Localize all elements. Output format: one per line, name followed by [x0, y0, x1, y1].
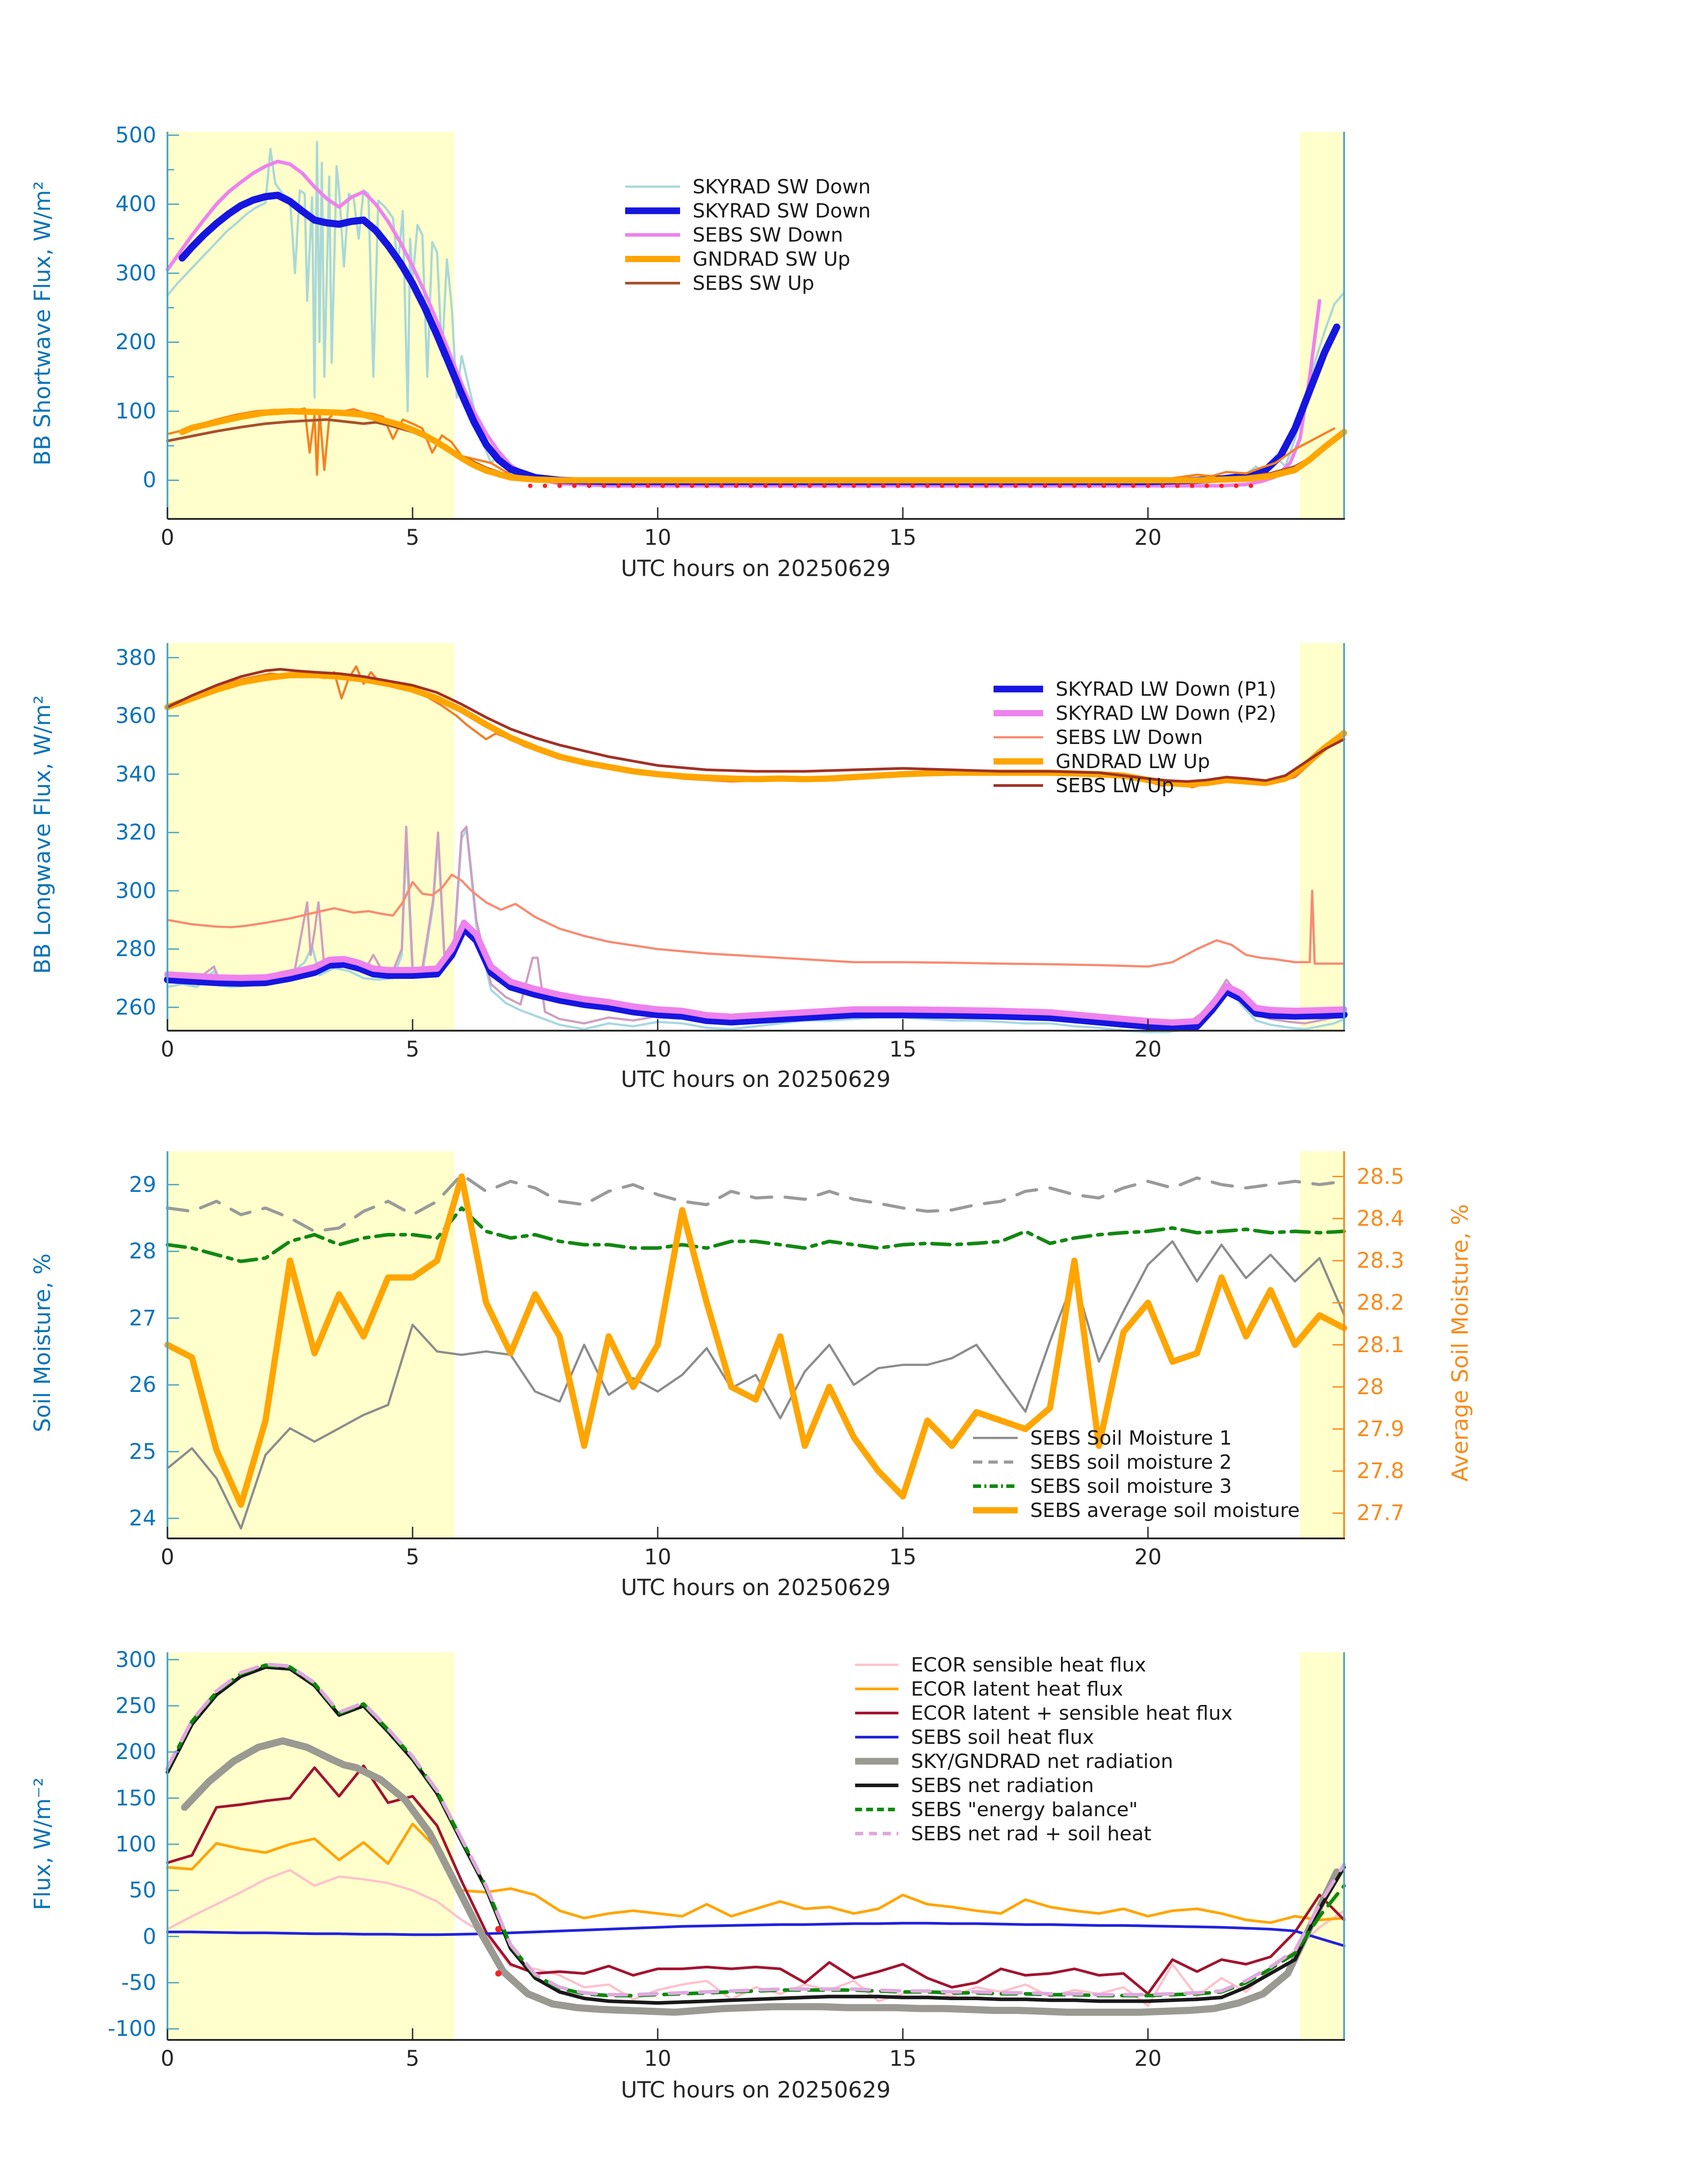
soil-moisture-legend-swatch-sebs_soil_moisture_1 — [972, 1433, 1019, 1443]
bb-longwave-legend-row-gndrad_lw_up — [993, 749, 1210, 773]
flux-legend-label-sebs_soil_heat_flux: SEBS soil heat flux — [911, 1726, 1094, 1749]
bb-shortwave-ytick-label: 0 — [142, 468, 156, 493]
soil-moisture-daylight-band-1 — [1300, 1151, 1344, 1538]
bb-shortwave-legend-label-skyrad_sw_down_hires: SKYRAD SW Down — [693, 175, 871, 198]
bb-longwave-legend-swatch-skyrad_lw_down_p1 — [993, 684, 1044, 694]
bb-shortwave-qc-marker — [1102, 484, 1106, 488]
soil-moisture-series-sebs_average_soil_moisture — [167, 1177, 1344, 1505]
bb-shortwave-ytick-label: 300 — [115, 260, 156, 286]
bb-shortwave-qc-marker — [837, 484, 841, 488]
soil-moisture-legend-row-sebs_soil_moisture_3 — [972, 1474, 1232, 1498]
bb-shortwave-qc-marker — [749, 484, 753, 488]
bb-longwave-legend-swatch-skyrad_lw_down_p2 — [993, 708, 1044, 719]
bb-shortwave-legend-label-sebs_sw_down: SEBS SW Down — [693, 223, 844, 247]
bb-longwave-legend-label-gndrad_lw_up: GNDRAD LW Up — [1056, 750, 1210, 773]
flux-series-sebs_net_radiation — [167, 1667, 1344, 2003]
flux-legend-row-sebs_net_radiation — [854, 1773, 1094, 1797]
soil-moisture-xtick-label: 15 — [889, 1545, 917, 1570]
bb-shortwave-legend-swatch-skyrad_sw_down_hires — [624, 181, 681, 192]
bb-shortwave-qc-marker — [675, 484, 680, 488]
flux-ytick-label: 300 — [115, 1647, 156, 1672]
soil-moisture-series-sebs_soil_moisture_1 — [167, 1241, 1344, 1529]
bb-shortwave-qc-marker — [763, 484, 768, 488]
flux-legend-label-sky_gndrad_net_radiation: SKY/GNDRAD net radiation — [911, 1750, 1173, 1773]
soil-moisture-legend-label-sebs_soil_moisture_2: SEBS soil moisture 2 — [1030, 1450, 1232, 1474]
bb-longwave-xtick-label: 15 — [889, 1037, 917, 1062]
bb-shortwave-legend-swatch-gndrad_sw_up — [624, 254, 681, 264]
bb-shortwave-qc-marker — [925, 484, 930, 488]
flux-ytick-label: -100 — [108, 2016, 156, 2042]
flux-ytick-label: 50 — [129, 1878, 156, 1903]
bb-longwave-legend-swatch-sebs_lw_up — [993, 780, 1044, 791]
bb-shortwave-series-skyrad_sw_down_hires — [167, 142, 1344, 480]
bb-shortwave-ylabel: BB Shortwave Flux, W/m² — [29, 180, 55, 466]
bb-shortwave-series-gndrad_sw_up_hires — [167, 409, 1334, 481]
flux-series-sky_gndrad_net_radiation — [184, 1741, 1336, 2012]
bb-shortwave-xtick-label: 0 — [160, 525, 175, 550]
bb-longwave-series-gndrad_lw_up_hires — [167, 666, 1344, 787]
bb-shortwave-qc-marker — [778, 484, 782, 488]
bb-shortwave-qc-marker — [616, 484, 621, 488]
bb-shortwave-qc-marker — [998, 484, 1003, 488]
soil-moisture-series-sebs_soil_moisture_3 — [167, 1208, 1344, 1262]
flux-series-ecor_latent_plus_sensible — [167, 1766, 1344, 1994]
soil-moisture-ylabel: Soil Moisture, % — [29, 1253, 55, 1432]
bb-longwave-legend-row-skyrad_lw_down_p2 — [993, 701, 1276, 725]
bb-longwave-series-gndrad_lw_up — [167, 675, 1344, 785]
bb-shortwave-qc-marker — [852, 484, 856, 488]
soil-moisture-ytick-label: 25 — [129, 1439, 156, 1464]
bb-shortwave-legend-swatch-sebs_sw_up — [624, 278, 681, 288]
flux-ytick-label: 200 — [115, 1739, 156, 1765]
bb-shortwave-qc-marker — [807, 484, 812, 488]
bb-longwave-daylight-band-1 — [1300, 643, 1344, 1031]
flux-ytick-label: -50 — [121, 1970, 156, 1995]
bb-shortwave-qc-marker — [1234, 484, 1238, 488]
flux-legend-label-ecor_latent_plus_sensible: ECOR latent + sensible heat flux — [911, 1701, 1233, 1725]
flux-legend-label-sebs_energy_balance: SEBS "energy balance" — [911, 1798, 1138, 1821]
soil-moisture-legend-label-sebs_soil_moisture_3: SEBS soil moisture 3 — [1030, 1475, 1232, 1498]
bb-shortwave-xtick-label: 20 — [1134, 525, 1162, 550]
bb-longwave-series-skyrad_lw_down_p1_hires — [167, 830, 1344, 1032]
flux-xtick-label: 0 — [160, 2046, 175, 2071]
flux-series-sebs_soil_heat_flux — [167, 1923, 1344, 1946]
bb-shortwave-qc-marker — [1087, 484, 1091, 488]
bb-shortwave-qc-marker — [984, 484, 989, 488]
bb-shortwave-xtick-label: 5 — [405, 525, 420, 550]
bb-longwave-legend-row-sebs_lw_down — [993, 725, 1203, 749]
bb-longwave-legend-label-sebs_lw_down: SEBS LW Down — [1056, 726, 1203, 749]
bb-shortwave-qc-marker — [793, 484, 797, 488]
bb-shortwave-qc-marker — [690, 484, 694, 488]
bb-shortwave-ytick-label: 500 — [115, 122, 156, 148]
bb-shortwave-legend-label-gndrad_sw_up: GNDRAD SW Up — [693, 247, 851, 271]
bb-shortwave-series-sebs_sw_up — [167, 420, 1324, 481]
flux-legend-swatch-ecor_sensible_heat_flux — [854, 1659, 899, 1670]
flux-legend-swatch-sebs_energy_balance — [854, 1804, 899, 1815]
flux-series-ecor_sensible_heat_flux — [167, 1870, 1344, 2006]
bb-longwave-legend-label-skyrad_lw_down_p2: SKYRAD LW Down (P2) — [1056, 702, 1277, 725]
flux-xtick-label: 15 — [889, 2046, 917, 2071]
soil-moisture-ytick-right-label: 27.8 — [1357, 1458, 1404, 1484]
bb-longwave-ytick-label: 340 — [115, 761, 156, 787]
bb-shortwave-legend-row-sebs_sw_up — [624, 271, 814, 295]
bb-longwave-series-sebs_lw_up — [167, 669, 1344, 781]
soil-moisture-ytick-right-label: 27.7 — [1357, 1500, 1404, 1526]
soil-moisture-xtick-label: 10 — [644, 1545, 672, 1570]
bb-shortwave-qc-marker — [1013, 484, 1018, 488]
flux-series-ecor_latent_heat_flux — [167, 1824, 1344, 1922]
bb-shortwave-qc-marker — [1028, 484, 1032, 488]
flux-legend-swatch-sebs_net_rad_plus_soil_heat — [854, 1828, 899, 1839]
bb-longwave-xtick-label: 0 — [160, 1037, 175, 1062]
bb-shortwave-qc-marker — [881, 484, 885, 488]
bb-shortwave-qc-marker — [660, 484, 665, 488]
bb-shortwave-qc-marker — [705, 484, 709, 488]
bb-longwave-xtick-label: 5 — [405, 1037, 420, 1062]
bb-shortwave-qc-marker — [1190, 484, 1194, 488]
bb-shortwave-qc-marker — [940, 484, 944, 488]
bb-shortwave-qc-marker — [543, 484, 547, 488]
bb-longwave-legend-swatch-sebs_lw_down — [993, 732, 1044, 743]
bb-longwave-xtick-label: 20 — [1134, 1037, 1162, 1062]
bb-longwave-daylight-band-0 — [167, 643, 454, 1031]
flux-series-sebs_energy_balance — [167, 1665, 1344, 1996]
bb-shortwave-ytick-label: 100 — [115, 398, 156, 424]
flux-legend-label-ecor_latent_heat_flux: ECOR latent heat flux — [911, 1677, 1123, 1701]
soil-moisture-xtick-label: 0 — [160, 1545, 175, 1570]
soil-moisture-legend-label-sebs_average_soil_moisture: SEBS average soil moisture — [1030, 1499, 1300, 1522]
flux-legend-row-ecor_latent_heat_flux — [854, 1677, 1123, 1701]
soil-moisture-legend-row-sebs_soil_moisture_1 — [972, 1426, 1232, 1450]
bb-shortwave-legend-row-gndrad_sw_up — [624, 247, 850, 271]
soil-moisture-ytick-right-label: 28.4 — [1357, 1206, 1404, 1231]
flux-ylabel: Flux, W/m⁻² — [29, 1777, 55, 1910]
soil-moisture-legend-row-sebs_soil_moisture_2 — [972, 1450, 1232, 1474]
bb-longwave-ytick-label: 320 — [115, 820, 156, 845]
bb-shortwave-qc-marker — [734, 484, 739, 488]
flux-legend-swatch-ecor_latent_heat_flux — [854, 1684, 899, 1694]
bb-shortwave-qc-marker — [1175, 484, 1180, 488]
flux-ytick-label: 250 — [115, 1693, 156, 1718]
flux-xtick-label: 20 — [1134, 2046, 1162, 2071]
bb-shortwave-qc-marker — [1249, 484, 1253, 488]
bb-shortwave-qc-marker — [1131, 484, 1136, 488]
bb-longwave-legend-label-skyrad_lw_down_p1: SKYRAD LW Down (P1) — [1056, 677, 1277, 701]
bb-shortwave-qc-marker — [1116, 484, 1121, 488]
soil-moisture-ytick-label: 28 — [129, 1239, 156, 1264]
bb-shortwave-qc-marker — [719, 484, 724, 488]
bb-longwave-ytick-label: 280 — [115, 936, 156, 962]
flux-legend-row-sky_gndrad_net_radiation — [854, 1749, 1173, 1773]
bb-shortwave-qc-marker — [910, 484, 915, 488]
flux-marker-0 — [495, 1926, 501, 1932]
bb-shortwave-series-skyrad_sw_down — [182, 195, 1337, 481]
bb-shortwave-qc-marker — [896, 484, 900, 488]
bb-longwave-series-skyrad_lw_down_p2_hires — [167, 827, 1344, 1026]
bb-shortwave-qc-marker — [1161, 484, 1165, 488]
bb-longwave-series-skyrad_lw_down_p2 — [167, 923, 1344, 1023]
bb-shortwave-xtick-label: 10 — [644, 525, 672, 550]
soil-moisture-ytick-label: 24 — [129, 1506, 156, 1531]
bb-shortwave-qc-marker — [587, 484, 591, 488]
soil-moisture-ytick-label: 29 — [129, 1172, 156, 1197]
flux-legend-label-ecor_sensible_heat_flux: ECOR sensible heat flux — [911, 1653, 1146, 1676]
flux-legend-row-ecor_latent_plus_sensible — [854, 1701, 1232, 1725]
flux-legend-swatch-sebs_net_radiation — [854, 1780, 899, 1791]
flux-series-sebs_net_rad_plus_soil_heat — [167, 1664, 1344, 1995]
bb-shortwave-qc-marker — [1057, 484, 1062, 488]
flux-legend-row-sebs_energy_balance — [854, 1797, 1138, 1822]
soil-moisture-ytick-right-label: 28 — [1357, 1374, 1384, 1400]
flux-marker-1 — [495, 1970, 501, 1976]
soil-moisture-series-sebs_soil_moisture_2 — [167, 1174, 1344, 1231]
soil-moisture-xlabel: UTC hours on 20250629 — [621, 1575, 891, 1600]
soil-moisture-legend-swatch-sebs_soil_moisture_2 — [972, 1457, 1019, 1467]
flux-xtick-label: 10 — [644, 2046, 672, 2071]
bb-shortwave-xtick-label: 15 — [889, 525, 917, 550]
flux-ytick-label: 150 — [115, 1785, 156, 1811]
bb-shortwave-qc-marker — [822, 484, 827, 488]
soil-moisture-ytick-right-label: 28.1 — [1357, 1332, 1404, 1358]
bb-shortwave-legend-swatch-skyrad_sw_down — [624, 205, 681, 216]
bb-shortwave-legend-label-sebs_sw_up: SEBS SW Up — [693, 272, 814, 295]
flux-daylight-band-0 — [167, 1652, 454, 2040]
bb-longwave-legend-row-skyrad_lw_down_p1 — [993, 677, 1276, 701]
bb-shortwave-qc-marker — [601, 484, 606, 488]
flux-legend-row-sebs_net_rad_plus_soil_heat — [854, 1822, 1152, 1846]
bb-longwave-ylabel: BB Longwave Flux, W/m² — [29, 695, 55, 974]
soil-moisture-ytick-right-label: 27.9 — [1357, 1416, 1404, 1442]
bb-shortwave-qc-marker — [1043, 484, 1047, 488]
bb-longwave-legend-swatch-gndrad_lw_up — [993, 756, 1044, 767]
bb-longwave-series-sebs_lw_down — [167, 875, 1344, 967]
bb-shortwave-legend-label-skyrad_sw_down: SKYRAD SW Down — [693, 199, 871, 222]
flux-legend-label-sebs_net_radiation: SEBS net radiation — [911, 1774, 1094, 1797]
bb-shortwave-qc-marker — [1219, 484, 1224, 488]
flux-daylight-band-1 — [1300, 1652, 1344, 2040]
soil-moisture-ytick-right-label: 28.2 — [1357, 1290, 1404, 1316]
soil-moisture-ytick-label: 26 — [129, 1372, 156, 1398]
flux-legend-row-ecor_sensible_heat_flux — [854, 1653, 1146, 1677]
bb-shortwave-series-sebs_sw_down — [167, 162, 1320, 486]
soil-moisture-legend-swatch-sebs_soil_moisture_3 — [972, 1481, 1019, 1492]
bb-longwave-ytick-label: 380 — [115, 645, 156, 670]
bb-shortwave-qc-marker — [1146, 484, 1150, 488]
bb-longwave-ytick-label: 260 — [115, 994, 156, 1020]
bb-shortwave-daylight-band-0 — [167, 132, 454, 519]
soil-moisture-ytick-label: 27 — [129, 1305, 156, 1331]
bb-shortwave-daylight-band-1 — [1300, 132, 1344, 519]
bb-shortwave-legend-row-skyrad_sw_down — [624, 199, 871, 223]
flux-legend-row-sebs_soil_heat_flux — [854, 1725, 1094, 1749]
flux-legend-swatch-sky_gndrad_net_radiation — [854, 1756, 899, 1767]
soil-moisture-legend-label-sebs_soil_moisture_1: SEBS Soil Moisture 1 — [1030, 1426, 1232, 1450]
soil-moisture-legend-swatch-sebs_average_soil_moisture — [972, 1505, 1019, 1516]
soil-moisture-xtick-label: 20 — [1134, 1545, 1162, 1570]
bb-shortwave-legend-row-skyrad_sw_down_hires — [624, 175, 871, 199]
flux-legend-swatch-ecor_latent_plus_sensible — [854, 1708, 899, 1718]
soil-moisture-daylight-band-0 — [167, 1151, 454, 1538]
bb-longwave-xlabel: UTC hours on 20250629 — [621, 1066, 891, 1092]
soil-moisture-ytick-right-label: 28.3 — [1357, 1248, 1404, 1274]
bb-longwave-xtick-label: 10 — [644, 1037, 672, 1062]
bb-shortwave-qc-marker — [631, 484, 635, 488]
bb-shortwave-series-gndrad_sw_up — [182, 411, 1344, 481]
flux-xlabel: UTC hours on 20250629 — [621, 2077, 891, 2103]
soil-moisture-ylabel-right: Average Soil Moisture, % — [1447, 1203, 1473, 1482]
bb-shortwave-legend-row-sebs_sw_down — [624, 223, 843, 247]
bb-longwave-ytick-label: 360 — [115, 703, 156, 729]
bb-longwave-series-skyrad_lw_down_p1 — [167, 929, 1344, 1028]
bb-shortwave-ytick-label: 200 — [115, 330, 156, 355]
bb-shortwave-qc-marker — [646, 484, 650, 488]
bb-shortwave-qc-marker — [969, 484, 974, 488]
bb-shortwave-legend-swatch-sebs_sw_down — [624, 230, 681, 240]
bb-shortwave-xlabel: UTC hours on 20250629 — [621, 556, 891, 581]
soil-moisture-legend-row-sebs_average_soil_moisture — [972, 1498, 1300, 1522]
flux-legend-label-sebs_net_rad_plus_soil_heat: SEBS net rad + soil heat — [911, 1822, 1152, 1845]
soil-moisture-xtick-label: 5 — [405, 1545, 420, 1570]
flux-ytick-label: 0 — [142, 1924, 156, 1949]
bb-longwave-ytick-label: 300 — [115, 878, 156, 903]
bb-shortwave-qc-marker — [866, 484, 871, 488]
bb-shortwave-qc-marker — [955, 484, 959, 488]
flux-xtick-label: 5 — [405, 2046, 420, 2071]
bb-shortwave-qc-marker — [557, 484, 562, 488]
bb-longwave-legend-label-sebs_lw_up: SEBS LW Up — [1056, 774, 1174, 797]
soil-moisture-ytick-right-label: 28.5 — [1357, 1164, 1404, 1189]
bb-longwave-legend-row-sebs_lw_up — [993, 773, 1174, 798]
bb-shortwave-ytick-label: 400 — [115, 192, 156, 217]
bb-shortwave-qc-marker — [1205, 484, 1209, 488]
flux-ytick-label: 100 — [115, 1831, 156, 1857]
flux-legend-swatch-sebs_soil_heat_flux — [854, 1732, 899, 1742]
bb-shortwave-qc-marker — [572, 484, 576, 488]
bb-shortwave-qc-marker — [528, 484, 532, 488]
bb-shortwave-qc-marker — [1072, 484, 1077, 488]
